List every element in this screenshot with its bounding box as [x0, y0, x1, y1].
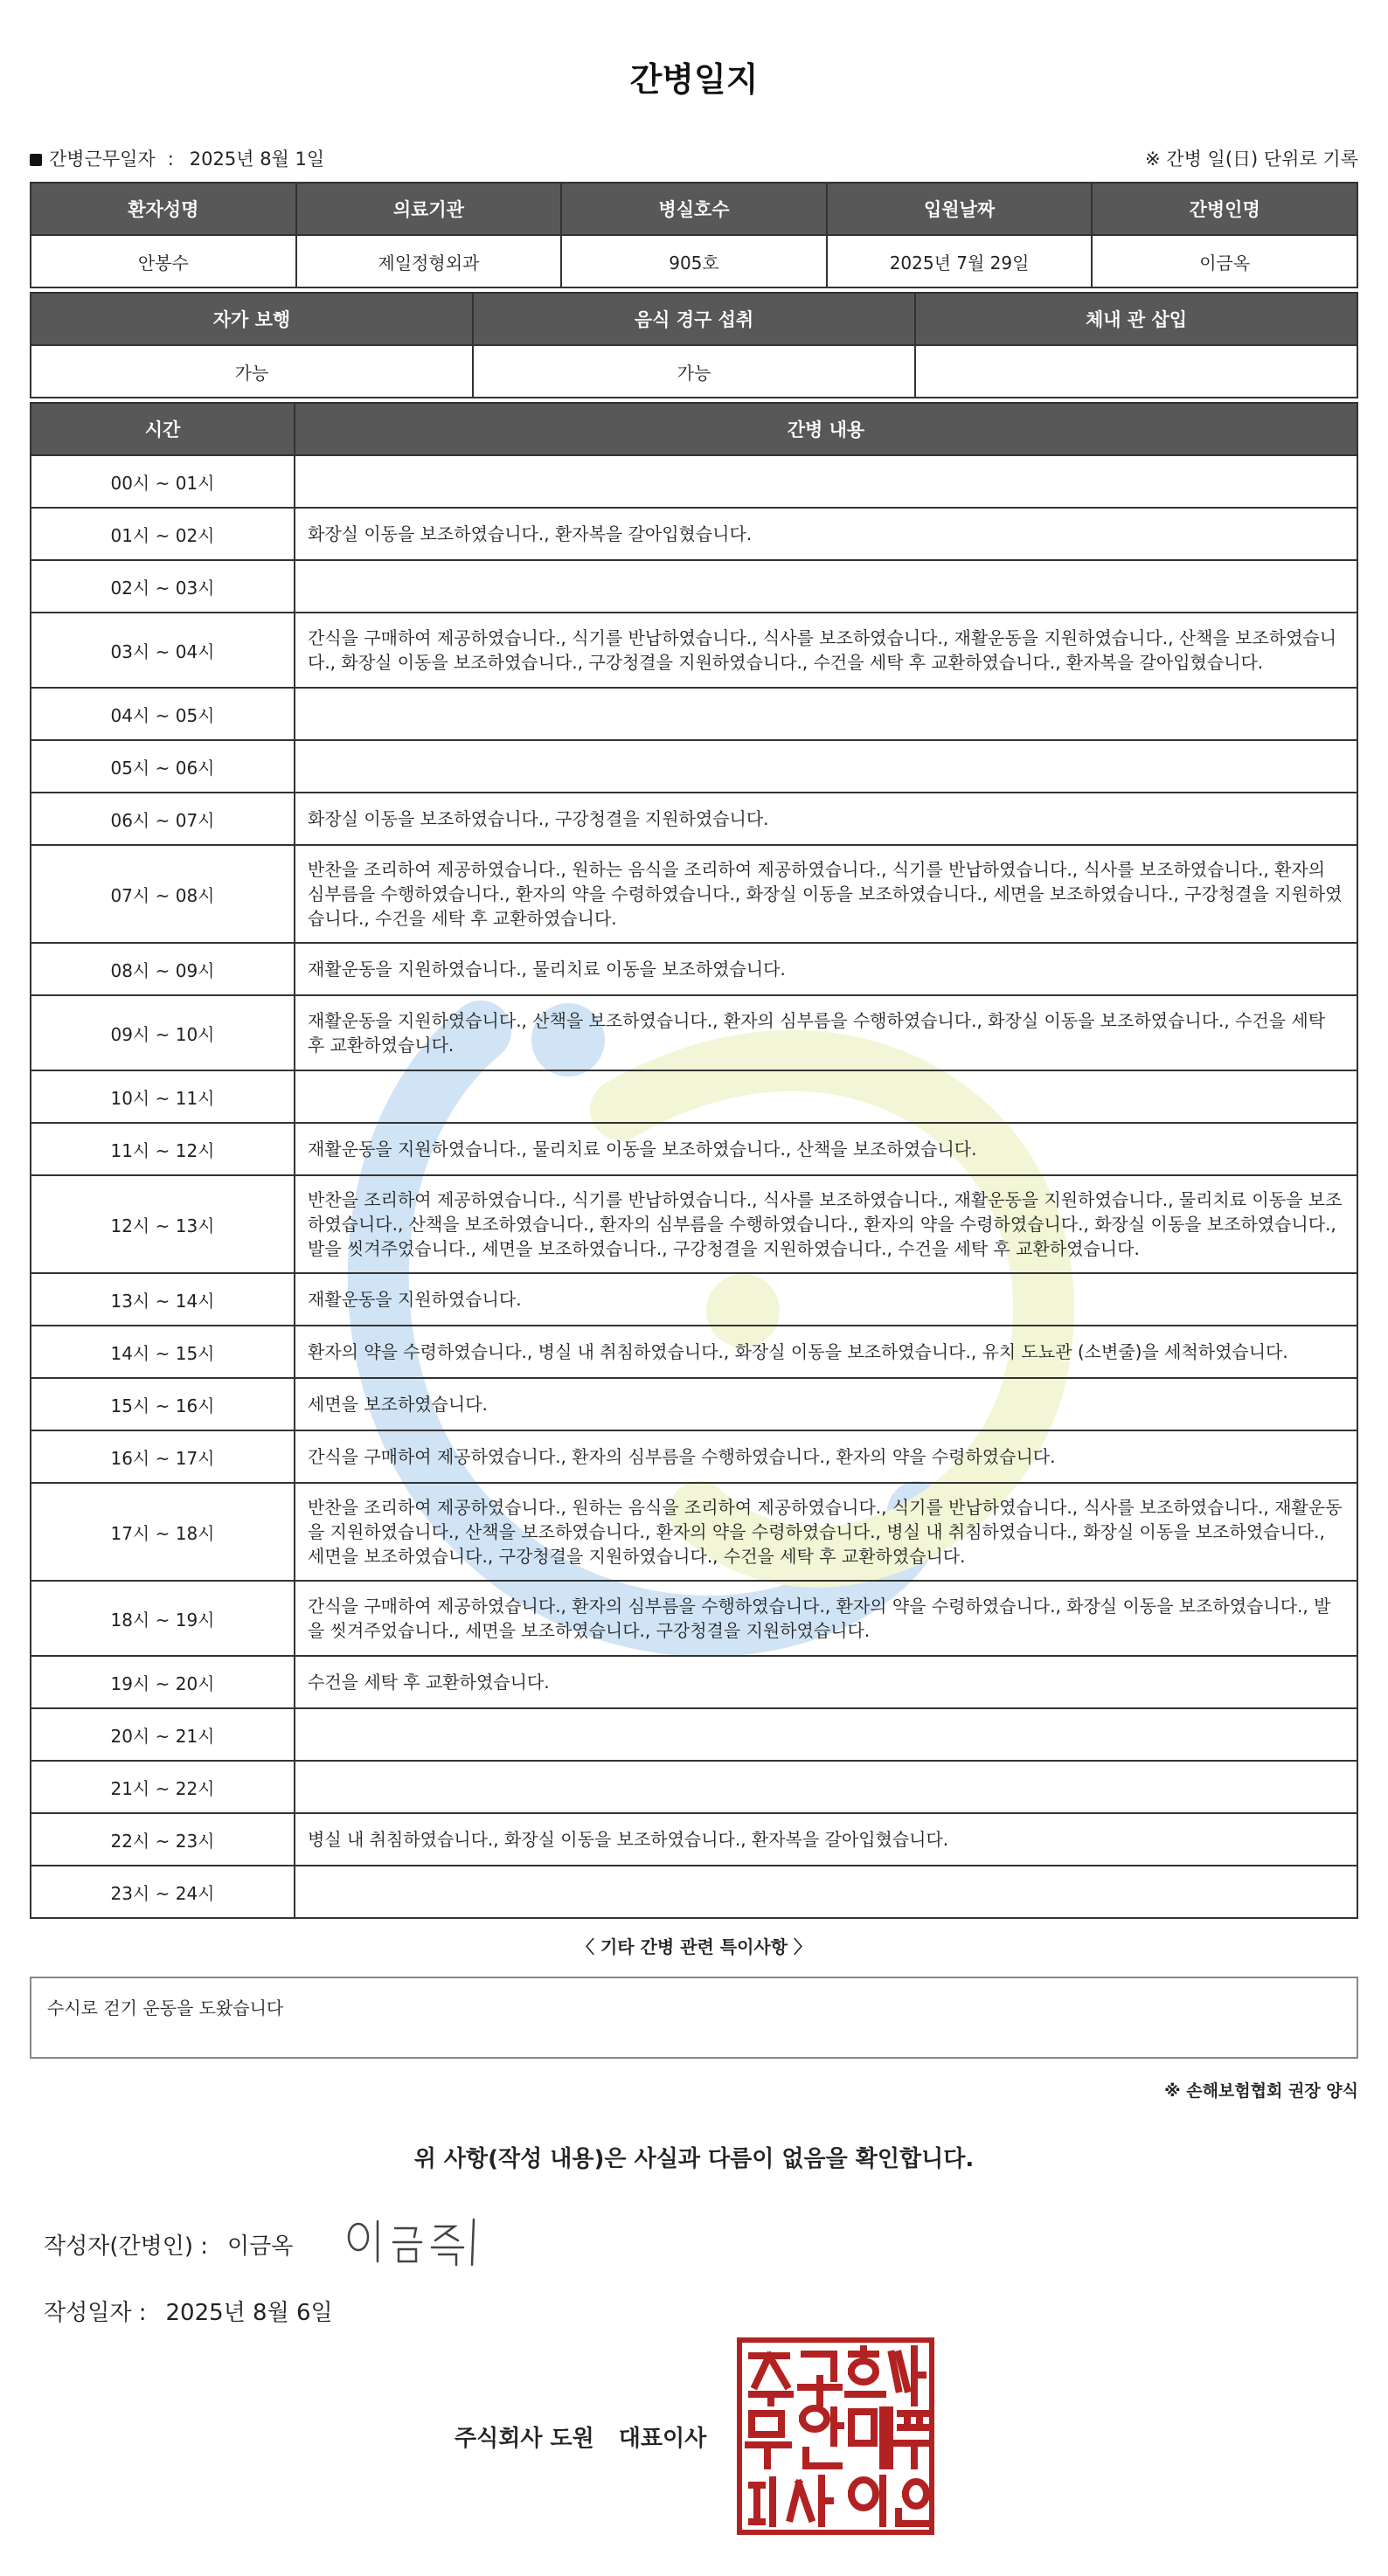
- special-notes-box: [30, 1977, 1358, 2059]
- care-log-content: 재활운동을 지원하였습니다., 산책을 보조하였습니다., 환자의 심부름을 수행하였습니다., 화장실 이동을 보조하였습니다., 수건을 세탁 후 교환하였습니다.: [295, 995, 1357, 1070]
- status-header-row: [31, 293, 1357, 345]
- care-log-content: 환자의 약을 수령하였습니다., 병실 내 취침하였습니다., 화장실 이동을 보조하였습니다., 유치 도뇨관 (소변줄)을 세척하였습니다.: [295, 1326, 1357, 1378]
- header-patient-name: 환자성명: [31, 183, 296, 235]
- care-log-row: [31, 793, 1357, 845]
- care-log-row: [31, 943, 1357, 995]
- care-log-row: [31, 1326, 1357, 1378]
- care-log-row: [31, 1813, 1357, 1866]
- header-tube: 체내 관 삽입: [915, 293, 1357, 345]
- care-log-time: 04시 ~ 05시: [31, 688, 295, 740]
- care-log-content: 반찬을 조리하여 제공하였습니다., 식기를 반납하였습니다., 식사를 보조하였습니다., 재활운동을 지원하였습니다., 물리치료 이동을 보조하였습니다., 산책을 보조하였습니다., 환자의 심부름을 수행하였습니다., 환자의 약을 수령하였습니다., 화장실 이동을 보조하였습니다., 발을 씻겨주었습니다., 세면을 보조하였습니다., 구강청결을 지원하였습니다., 수건을 세탁 후 교환하였습니다.: [295, 1175, 1357, 1273]
- care-log-row: [31, 508, 1357, 560]
- bullet-icon: [30, 154, 42, 166]
- care-log-header-row: [31, 403, 1357, 455]
- header-time: 시간: [31, 403, 295, 455]
- writer-name: 이금옥: [227, 2233, 294, 2260]
- care-log-content: 재활운동을 지원하였습니다., 물리치료 이동을 보조하였습니다.: [295, 943, 1357, 995]
- care-log-content: 반찬을 조리하여 제공하였습니다., 원하는 음식을 조리하여 제공하였습니다., 식기를 반납하였습니다., 식사를 보조하였습니다., 재활운동을 지원하였습니다., 산책을 보조하였습니다., 환자의 약을 수령하였습니다., 병실 내 취침하였습니다., 화장실 이동을 보조하였습니다., 세면을 보조하였습니다., 구강청결을 지원하였습니다., 수건을 세탁 후 교환하였습니다.: [295, 1483, 1357, 1581]
- care-log-content: 재활운동을 지원하였습니다.: [295, 1273, 1357, 1326]
- record-note: ※ 간병 일(日) 단위로 기록: [1145, 149, 1358, 170]
- care-log-row: [31, 995, 1357, 1070]
- work-date-value: 2025년 8월 1일: [189, 149, 325, 170]
- care-log-table: [30, 402, 1358, 1919]
- walking-value: 가능: [31, 345, 473, 398]
- care-log-content: 병실 내 취침하였습니다., 화장실 이동을 보조하였습니다., 환자복을 갈아입혔습니다.: [295, 1813, 1357, 1866]
- care-log-row: [31, 455, 1357, 508]
- care-log-time: 06시 ~ 07시: [31, 793, 295, 845]
- care-log-row: [31, 560, 1357, 613]
- care-log-row: [31, 1378, 1357, 1430]
- company-seal-stamp: [736, 2337, 935, 2536]
- company-title: 대표이사: [618, 2426, 707, 2452]
- header-care-content: 간병 내용: [295, 403, 1357, 455]
- care-log-time: 14시 ~ 15시: [31, 1326, 295, 1378]
- care-log-row: [31, 1656, 1357, 1708]
- care-log-content: [295, 455, 1357, 508]
- care-log-content: 재활운동을 지원하였습니다., 물리치료 이동을 보조하였습니다., 산책을 보조하였습니다.: [295, 1123, 1357, 1175]
- care-log-row: [31, 1761, 1357, 1813]
- care-log-row: [31, 740, 1357, 793]
- patient-info-header-row: [31, 183, 1357, 235]
- care-log-body: [31, 455, 1357, 1918]
- care-log-content: 화장실 이동을 보조하였습니다., 구강청결을 지원하였습니다.: [295, 793, 1357, 845]
- care-log-time: 09시 ~ 10시: [31, 995, 295, 1070]
- care-log-content: [295, 740, 1357, 793]
- care-log-row: [31, 845, 1357, 943]
- care-log-row: [31, 1866, 1357, 1918]
- oral-intake-value: 가능: [473, 345, 915, 398]
- work-date-label: 간병근무일자: [49, 149, 156, 170]
- caregiver-name: 이금옥: [1092, 235, 1357, 287]
- care-log-content: [295, 688, 1357, 740]
- care-log-row: [31, 1708, 1357, 1761]
- care-log-time: 16시 ~ 17시: [31, 1430, 295, 1483]
- care-log-row: [31, 613, 1357, 688]
- care-log-content: 반찬을 조리하여 제공하였습니다., 원하는 음식을 조리하여 제공하였습니다., 식기를 반납하였습니다., 식사를 보조하였습니다., 환자의 심부름을 수행하였습니다., 환자의 약을 수령하였습니다., 화장실 이동을 보조하였습니다., 세면을 보조하였습니다., 구강청결을 지원하였습니다., 수건을 세탁 후 교환하였습니다.: [295, 845, 1357, 943]
- care-log-row: [31, 1483, 1357, 1581]
- patient-info-value-row: [31, 235, 1357, 287]
- work-date-colon: :: [167, 149, 174, 170]
- header-hospital: 의료기관: [296, 183, 562, 235]
- care-log-time: 22시 ~ 23시: [31, 1813, 295, 1866]
- header-walking: 자가 보행: [31, 293, 473, 345]
- care-log-time: 02시 ~ 03시: [31, 560, 295, 613]
- care-log-row: [31, 1581, 1357, 1656]
- care-log-content: [295, 1070, 1357, 1123]
- care-log-time: 11시 ~ 12시: [31, 1123, 295, 1175]
- care-log-time: 07시 ~ 08시: [31, 845, 295, 943]
- room-number: 905호: [561, 235, 827, 287]
- care-log-time: 00시 ~ 01시: [31, 455, 295, 508]
- care-log-content: 간식을 구매하여 제공하였습니다., 환자의 심부름을 수행하였습니다., 환자의 약을 수령하였습니다.: [295, 1430, 1357, 1483]
- care-log-row: [31, 1175, 1357, 1273]
- care-log-time: 08시 ~ 09시: [31, 943, 295, 995]
- header-room: 병실호수: [561, 183, 827, 235]
- special-notes-content: 수시로 걷기 운동을 도왔습니다: [47, 1998, 284, 2019]
- patient-name: 안봉수: [31, 235, 296, 287]
- care-log-content: [295, 1761, 1357, 1813]
- care-log-time: 10시 ~ 11시: [31, 1070, 295, 1123]
- care-log-row: [31, 1273, 1357, 1326]
- company-name: 주식회사 도원: [455, 2426, 594, 2452]
- page-title: 간병일지: [629, 60, 759, 99]
- written-date-value: 2025년 8월 6일: [165, 2300, 333, 2326]
- handwritten-signature: [341, 2211, 489, 2272]
- care-log-content: [295, 560, 1357, 613]
- care-log-content: 화장실 이동을 보조하였습니다., 환자복을 갈아입혔습니다.: [295, 508, 1357, 560]
- admission-date: 2025년 7월 29일: [827, 235, 1093, 287]
- care-log-time: 18시 ~ 19시: [31, 1581, 295, 1656]
- patient-info-table: [30, 182, 1358, 288]
- work-date: [30, 145, 324, 171]
- written-date-label: 작성일자 :: [44, 2300, 147, 2326]
- care-log-time: 21시 ~ 22시: [31, 1761, 295, 1813]
- header-caregiver: 간병인명: [1092, 183, 1357, 235]
- hospital-name: 제일정형외과: [296, 235, 562, 287]
- meta-row: [30, 145, 1358, 171]
- company-line: [455, 2420, 706, 2453]
- care-log-time: 05시 ~ 06시: [31, 740, 295, 793]
- care-log-time: 19시 ~ 20시: [31, 1656, 295, 1708]
- status-value-row: [31, 345, 1357, 398]
- care-log-content: [295, 1708, 1357, 1761]
- form-source-note: ※ 손해보험협회 권장 양식: [1164, 2081, 1358, 2101]
- care-log-content: 간식을 구매하여 제공하였습니다., 환자의 심부름을 수행하였습니다., 환자의 약을 수령하였습니다., 화장실 이동을 보조하였습니다., 발을 씻겨주었습니다., 세면을 보조하였습니다., 구강청결을 지원하였습니다.: [295, 1581, 1357, 1656]
- confirmation-statement: 위 사항(작성 내용)은 사실과 다름이 없음을 확인합니다.: [413, 2146, 975, 2172]
- care-log-row: [31, 1123, 1357, 1175]
- care-log-row: [31, 1430, 1357, 1483]
- care-log-time: 23시 ~ 24시: [31, 1866, 295, 1918]
- care-log-row: [31, 688, 1357, 740]
- written-date-line: [44, 2295, 333, 2327]
- care-log-content: 수건을 세탁 후 교환하였습니다.: [295, 1656, 1357, 1708]
- care-log-time: 13시 ~ 14시: [31, 1273, 295, 1326]
- care-log-content: 간식을 구매하여 제공하였습니다., 식기를 반납하였습니다., 식사를 보조하였습니다., 재활운동을 지원하였습니다., 산책을 보조하였습니다., 화장실 이동을 보조하였습니다., 구강청결을 지원하였습니다., 수건을 세탁 후 교환하였습니다., 환자복을 갈아입혔습니다.: [295, 613, 1357, 688]
- tube-value: [915, 345, 1357, 398]
- care-log-time: 20시 ~ 21시: [31, 1708, 295, 1761]
- care-log-time: 17시 ~ 18시: [31, 1483, 295, 1581]
- care-log-time: 03시 ~ 04시: [31, 613, 295, 688]
- writer-line: [44, 2228, 293, 2261]
- writer-label: 작성자(간병인) :: [44, 2233, 209, 2260]
- care-log-content: [295, 1866, 1357, 1918]
- care-log-time: 01시 ~ 02시: [31, 508, 295, 560]
- care-log-time: 15시 ~ 16시: [31, 1378, 295, 1430]
- special-notes-title: 〈 기타 간병 관련 특이사항 〉: [576, 1936, 811, 1957]
- header-oral-intake: 음식 경구 섭취: [473, 293, 915, 345]
- care-log-row: [31, 1070, 1357, 1123]
- care-log-time: 12시 ~ 13시: [31, 1175, 295, 1273]
- care-log-content: 세면을 보조하였습니다.: [295, 1378, 1357, 1430]
- status-table: [30, 292, 1358, 398]
- header-admission-date: 입원날짜: [827, 183, 1093, 235]
